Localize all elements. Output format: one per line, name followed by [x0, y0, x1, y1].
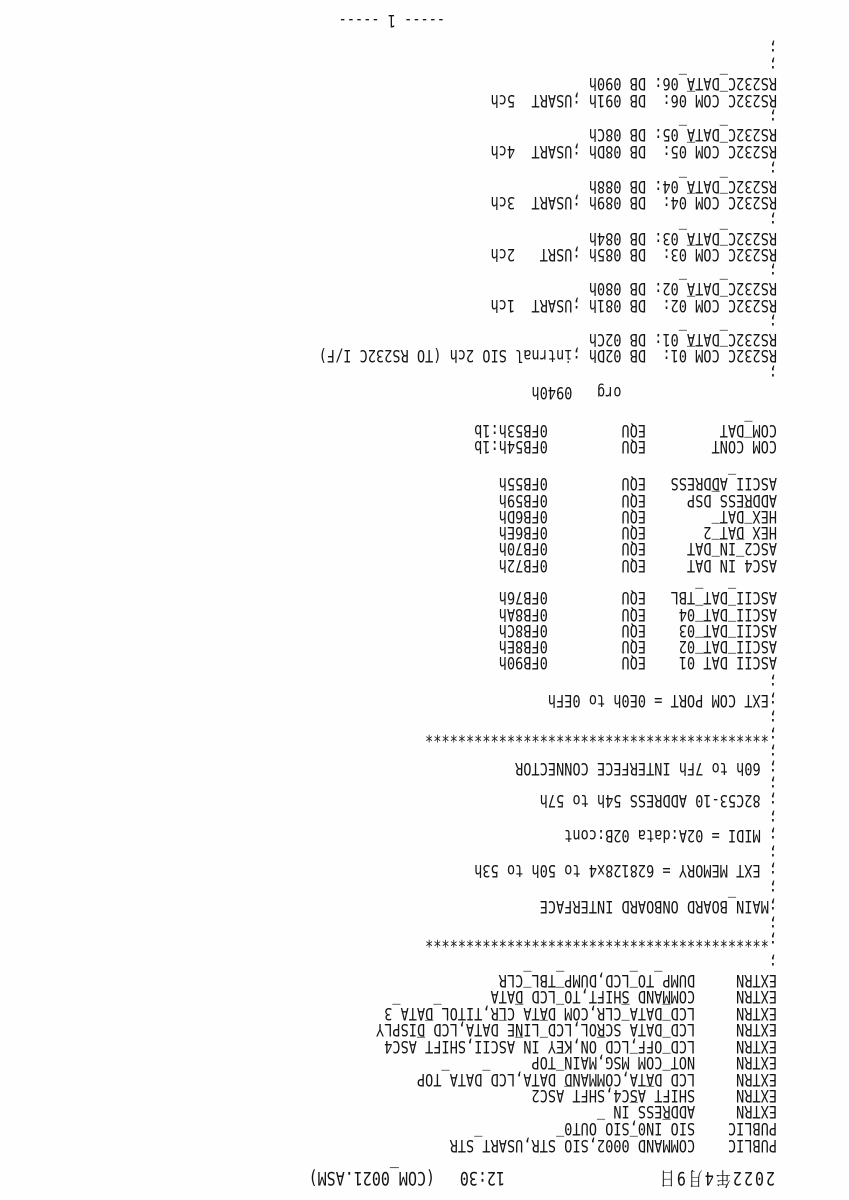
code-line: RS232C_COM_04: DB 089h ;USART 3ch — [490, 192, 777, 212]
code-line: RS232C_COM_06: DB 091h ;USART 5ch — [490, 90, 777, 110]
code-line: RS232C_COM_01: DB 02Dh ;intrnal SIO 2ch (TO RS232C I/F) — [318, 345, 777, 365]
page-number: ----- 1 ----- — [338, 10, 445, 30]
code-line: RS232C_DATA_06: DB 090h — [588, 73, 777, 93]
code-line: ; 82C53-10 ADDRESS 54h to 57h — [539, 790, 777, 810]
file-name: (COM_0021.ASM) — [308, 1166, 435, 1190]
code-line: ; — [768, 312, 777, 332]
code-line: ;EXT COM PORT = 0E0h to 0EFh — [547, 690, 777, 710]
code-line: ; — [768, 159, 777, 179]
code-line: ; MIDI = 02A:data 02B:cont — [564, 825, 777, 845]
code-line: HEX_DAT_2 EQU 0FB6Eh — [498, 522, 777, 542]
code-line: ASC4_IN_DAT EQU 0FB72h — [498, 555, 777, 575]
code-line: ASC2_IN_DAT EQU 0FB70h — [498, 538, 777, 558]
code-line: ASCII_DAT_TBL EQU 0FB76h — [498, 587, 777, 607]
code-line: EXTRN DUMP_TO_LCD,DUMP_TBL_CLR — [498, 970, 777, 990]
code-line: ; — [768, 261, 777, 281]
code-line: ; — [768, 878, 777, 898]
code-line: ASCII_DAT_04 EQU 0FB8Ah — [498, 604, 777, 624]
code-line: ; — [768, 808, 777, 828]
code-line: PUBLIC SIO_IN0,SIO_OUT0 — [564, 1118, 777, 1138]
code-line: ;****************************************** — [425, 930, 777, 950]
print-time: 12:30 — [459, 1166, 505, 1190]
code-line: ASCII_DAT_02 EQU 0FB8Eh — [498, 636, 777, 656]
code-line: EXTRN NOT_COM_MSG,MAIN_TOP — [531, 1052, 777, 1072]
code-line: ASCII_DAT_03 EQU 0FB8Ch — [498, 620, 777, 640]
code-line: ;****************************************** — [425, 725, 777, 745]
code-line: ASCII_DAT_01 EQU 0FB90h — [498, 652, 777, 672]
code-line: ; — [768, 774, 777, 794]
code-line: EXTRN LCD_DATA_CLR,COM_DATA_CLR,TITOL_DATA_3 — [384, 1003, 777, 1023]
code-line: ASCII_ADDRESS EQU 0FB55h — [498, 473, 777, 493]
code-line: EXTRN ADDRESS_IN — [613, 1101, 777, 1121]
code-line: COM_DAT EQU 0FB53h:1b — [474, 420, 777, 440]
code-line: EXTRN LCD_DATA,COMMAND_DATA,LCD_DATA_TOP — [416, 1069, 777, 1089]
code-line: RS232C_DATA_04: DB 088h — [588, 176, 777, 196]
code-line: ADDRESS_DSP EQU 0FB59h — [498, 490, 777, 510]
code-line: EXTRN LCD_OFF,LCD_ON,KEY_IN_ASCII,SHIFT_ASC4 — [384, 1036, 777, 1056]
code-line: RS232C_DATA_01: DB 02Ch — [588, 329, 777, 349]
print-date: 2022年4月9日 — [657, 1166, 775, 1190]
code-line: ; — [768, 210, 777, 230]
code-line: RS232C_COM_05: DB 08Dh ;USART 4ch — [490, 141, 777, 161]
code-line: ; — [768, 952, 777, 972]
code-line: org 0940h — [531, 382, 777, 402]
code-line: RS232C_COM_02: DB 081h ;USART 1ch — [490, 295, 777, 315]
code-line: ; — [768, 742, 777, 762]
code-line: ; — [768, 363, 777, 383]
code-line: EXTRN LCD_DATA_SCROL,LCD_LINE_DATA,LCD_DISPLY — [375, 1019, 777, 1039]
code-line: ; — [768, 107, 777, 127]
code-line: EXTRN SHIFT_ASC4,SHFT_ASC2 — [531, 1085, 777, 1105]
code-line: ;MAIN_BOARD ONBOARD INTERFACE — [539, 896, 777, 916]
code-line: RS232C_DATA_03: DB 084h — [588, 228, 777, 248]
code-line: ; — [768, 708, 777, 728]
code-line: ; — [768, 843, 777, 863]
code-line: ; — [768, 38, 777, 58]
code-line: RS232C_COM_03: DB 085h ;USRT 2ch — [490, 244, 777, 264]
code-line: ; — [768, 672, 777, 692]
code-line: HEX_DAT EQU 0FB6Dh — [498, 506, 777, 526]
code-line: COM_CONT EQU 0FB54h:1b — [474, 436, 777, 456]
code-line: ; — [768, 55, 777, 75]
code-line: RS232C_DATA_05: DB 08Ch — [588, 124, 777, 144]
code-line: EXTRN COMMAND_SHIFT,TO_LCD_DATA — [490, 986, 777, 1006]
code-line: PUBLIC COMMAND_0002,SIO_STR,USART_STR — [449, 1135, 777, 1155]
code-line: ; 60h to 7Fh INTERFECE CONNECTOR — [515, 758, 777, 778]
code-line: RS232C_DATA_02: DB 080h — [588, 278, 777, 298]
code-line: ; EXT MEMORY = 628128x4 to 50h to 53h — [474, 860, 777, 880]
code-line: ; — [768, 914, 777, 934]
